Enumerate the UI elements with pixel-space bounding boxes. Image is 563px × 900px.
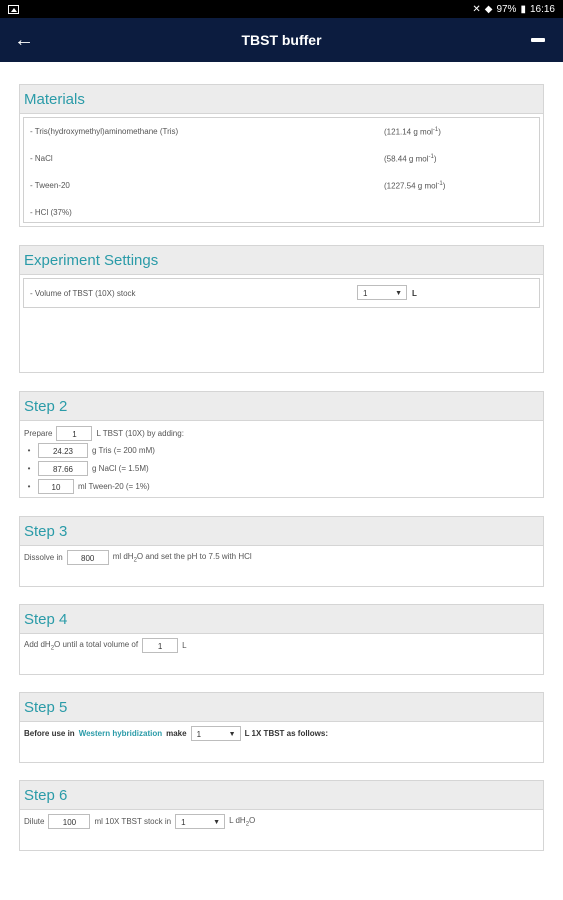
settings-row — [23, 278, 540, 308]
dropdown-arrow-icon: ▼ — [213, 819, 221, 826]
overflow-menu-icon[interactable] — [531, 38, 545, 42]
battery-percent: 97% — [496, 3, 517, 15]
material-row — [24, 118, 539, 145]
material-molar-mass: (1227.54 g mol$^{-1}$) — [384, 180, 446, 191]
step4-heading: Step 4 — [20, 605, 543, 634]
dilution-volume-select[interactable]: 1 ▼ — [175, 814, 225, 829]
wifi-icon: ◆ — [484, 3, 493, 15]
working-volume-select[interactable]: 1 ▼ — [191, 726, 241, 741]
step6-line — [24, 814, 255, 829]
step6-card — [19, 780, 544, 851]
step4-prefix: Add $dH_2O$ until a total volume of — [24, 639, 139, 652]
step3-suffix: ml $dH_2O$ and set the pH to 7.5 with HCl — [112, 551, 252, 564]
step3-line — [24, 550, 252, 565]
status-bar — [0, 0, 563, 18]
step5-card — [19, 692, 544, 763]
prepare-line — [24, 426, 184, 441]
image-notification-icon — [8, 5, 19, 14]
step6-prefix: Dilute — [24, 817, 45, 826]
step3-card — [19, 516, 544, 587]
step5-heading: Step 5 — [20, 693, 543, 722]
volume-label: - Volume of TBST (10X) stock — [30, 289, 136, 298]
battery-icon: ▮ — [520, 3, 526, 15]
step4-line — [24, 638, 187, 653]
dissolve-volume-input[interactable]: 800 — [67, 550, 109, 565]
materials-list — [23, 117, 540, 223]
step5-prefix: Before use in — [24, 729, 75, 738]
material-name: - NaCl — [30, 154, 53, 163]
material-name: - Tris(hydroxymethyl)aminomethane (Tris) — [30, 127, 179, 136]
step6-middle: ml 10X TBST stock in — [94, 817, 172, 826]
reagent-row — [24, 443, 155, 458]
page-title: TBST buffer — [241, 32, 322, 48]
reagent-label: g Tris (= 200 mM) — [92, 446, 155, 455]
nacl-amount-input[interactable]: 87.66 — [38, 461, 88, 476]
material-name: - HCl (37%) — [30, 208, 72, 217]
material-row — [24, 145, 539, 172]
reagent-label: g NaCl (= 1.5M) — [92, 464, 149, 473]
stock-volume-input[interactable]: 100 — [48, 814, 90, 829]
step5-middle: make — [166, 729, 187, 738]
clock: 16:16 — [529, 3, 555, 15]
material-row — [24, 172, 539, 199]
prepare-suffix: L TBST (10X) by adding: — [96, 429, 184, 438]
reagent-label: ml Tween-20 (= 1%) — [78, 482, 150, 491]
volume-unit: L — [412, 289, 417, 298]
material-molar-mass: (58.44 g mol$^{-1}$) — [384, 153, 437, 164]
bullet: • — [27, 464, 31, 473]
dropdown-arrow-icon: ▼ — [395, 290, 402, 297]
step2-heading: Step 2 — [20, 392, 543, 421]
step6-suffix: L $dH_2O$ — [229, 815, 256, 828]
step5-line — [24, 726, 328, 741]
step5-suffix: L 1X TBST as follows: — [244, 729, 328, 738]
reagent-row — [24, 479, 150, 494]
total-volume-input[interactable]: 1 — [142, 638, 178, 653]
app-bar — [0, 18, 563, 62]
reagent-row — [24, 461, 149, 476]
bullet: • — [27, 482, 31, 491]
step4-card — [19, 604, 544, 675]
material-row — [24, 199, 539, 226]
prepare-volume-input[interactable]: 1 — [56, 426, 92, 441]
materials-heading: Materials — [20, 85, 543, 114]
material-name: - Tween-20 — [30, 181, 70, 190]
bullet: • — [27, 446, 31, 455]
volume-select[interactable]: 1 ▼ — [357, 285, 407, 300]
step6-heading: Step 6 — [20, 781, 543, 810]
materials-card — [19, 84, 544, 227]
dropdown-arrow-icon: ▼ — [228, 731, 236, 738]
tris-amount-input[interactable]: 24.23 — [38, 443, 88, 458]
settings-heading: Experiment Settings — [20, 246, 543, 275]
step3-heading: Step 3 — [20, 517, 543, 546]
prepare-label: Prepare — [24, 429, 53, 438]
tween-amount-input[interactable]: 10 — [38, 479, 74, 494]
step3-prefix: Dissolve in — [24, 553, 63, 562]
step2-card — [19, 391, 544, 498]
mute-icon: ✕ — [472, 3, 481, 15]
settings-card — [19, 245, 544, 373]
back-arrow-icon[interactable]: ← — [14, 29, 34, 51]
material-molar-mass: (121.14 g mol$^{-1}$) — [384, 126, 441, 137]
western-hybridization-link[interactable]: Western hybridization — [78, 729, 163, 738]
step4-unit: L — [182, 641, 187, 650]
